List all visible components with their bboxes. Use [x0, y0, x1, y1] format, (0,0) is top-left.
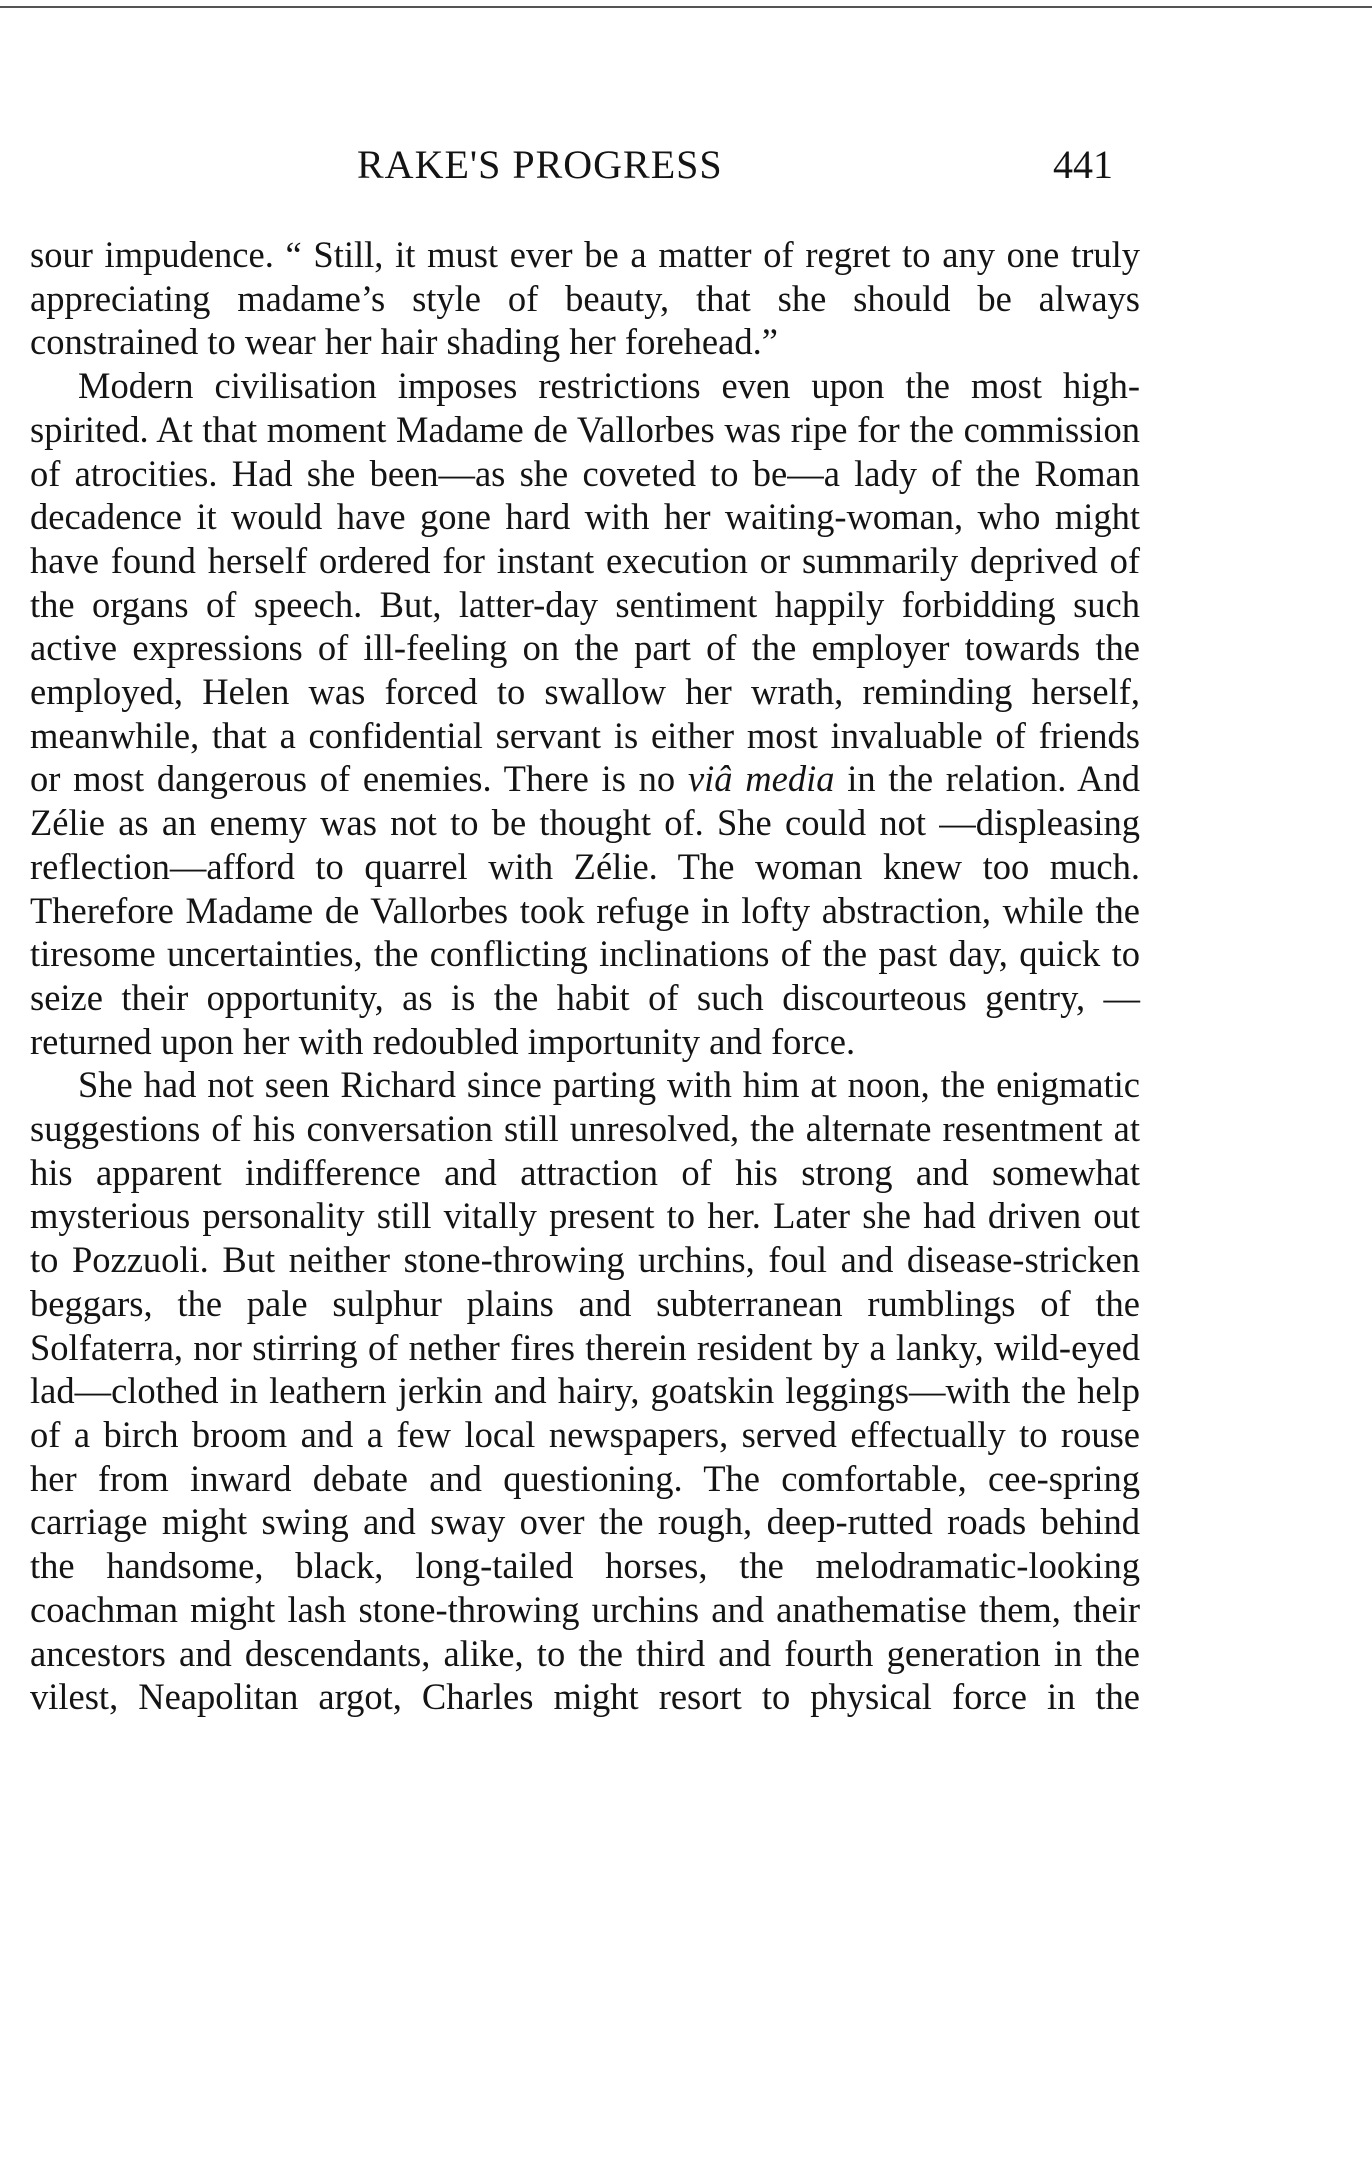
paragraph-2-text-b: in the relation. And Zélie as an enemy was not to be thought of. She could not —displeasing reflection—afford to quarrel with Zélie. The woman knew too much. Therefore Madame de Vallorbes took refuge in lofty abstraction, while the tiresome uncertainties, the conflicting inclinations of the past day, quick to seize their opportunity, as is the habit of such discourteous gentry, —returned upon her with redoubled importunity and force. [30, 758, 1140, 1062]
paragraph-3: She had not seen Richard since parting with him at noon, the enigmatic suggestions of his conversation still unresolved, the alternate resentment at his apparent indifference and attraction of his strong and somewhat mysterious personality still vitally present to her. Later she had driven out to Pozzuoli. But neither stone-throwing urchins, foul and disease-stricken beggars, the pale sulphur plains and subterranean rumblings of the Solfaterra, nor stirring of nether fires therein resident by a lanky, wild-eyed lad—clothed in leathern jerkin and hairy, goatskin leggings—with the help of a birch broom and a few local newspapers, served effectually to rouse her from inward debate and questioning. The comfortable, cee-spring carriage might swing and sway over the rough, deep-rutted roads behind the handsome, black, long-tailed horses, the melodramatic-looking coachman might lash stone-throwing urchins and anathematise them, their ancestors and descendants, alike, to the third and fourth generation in the vilest, Neapolitan argot, Charles might resort to physical force in the [30, 1064, 1140, 1718]
body-text [30, 233, 1140, 1719]
running-title: RAKE'S PROGRESS [357, 142, 723, 187]
running-header [0, 140, 1372, 200]
italic-phrase: viâ media [687, 758, 835, 800]
top-border-rule [0, 6, 1372, 8]
paragraph-2 [30, 364, 1140, 1063]
paragraph-1: sour impudence. “ Still, it must ever be a matter of regret to any one truly appreciating madame’s style of beauty, that she should be always constrained to wear her hair shading her forehead.” [30, 234, 1140, 363]
page-number: 441 [1053, 142, 1113, 187]
paragraph-2-text-a: Modern civilisation imposes restrictions even upon the most high-spirited. At that moment Madame de Vallorbes was ripe for the commission of atrocities. Had she been—as she coveted to be—a lady of the Roman decadence it would have gone hard with her waiting-woman, who might have found herself ordered for instant execution or summarily deprived of the organs of speech. But, latter-day sentiment happily forbidding such active expressions of ill-feeling on the part of the employer towards the employed, Helen was forced to swallow her wrath, reminding herself, meanwhile, that a confidential servant is either most invaluable of friends or most dangerous of enemies. There is no [30, 365, 1140, 800]
